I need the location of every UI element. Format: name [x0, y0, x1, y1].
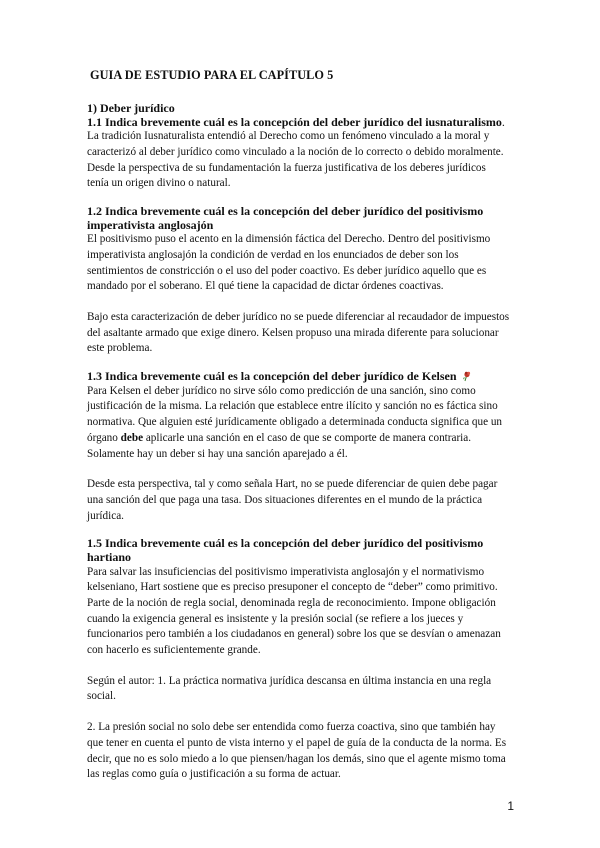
question-heading-1-1 — [87, 116, 510, 130]
question-heading-1-1-end: . — [501, 114, 505, 129]
document-title: GUIA DE ESTUDIO PARA EL CAPÍTULO 5 — [90, 68, 334, 82]
question-heading-1-2: 1.2 Indica brevemente cuál es la concepción del deber jurídico del positivismo imperativista anglosajón — [87, 204, 484, 232]
answer-1-5-paragraph-2: Según el autor: 1. La práctica normativa jurídica descansa en última instancia en una regla social. — [87, 674, 492, 703]
answer-1-5-paragraph-3: 2. La presión social no solo debe ser entendida como fuerza coactiva, sino que también hay que tener en cuenta el punto de vista interno y el papel de guía de la conducta de la norma. Es decir, que no es solo miedo a lo que piensen/hagan los demás, sino que el agente mismo toma las reglas como guía o justificación a su forma de actuar. — [87, 721, 507, 781]
answer-1-2-paragraph-2: Bajo esta caracterización de deber jurídico no se puede diferenciar al recaudador de impuestos del asaltante armado que exige dinero. Kelsen propuso una mirada diferente para solucionar este problema. — [87, 311, 510, 355]
answer-1-5-paragraph-1: Para salvar las insuficiencias del positivismo imperativista anglosajón y el normativismo kelseniano, Hart sostiene que es preciso presuponer el concepto de “deber” como primitivo. Parte de la noción de regla social, denominada regla de reconocimiento. Impone obligación cuando la exigencia general es insistente y la presión social (se refiere a los jueces y funcionarios pero también a los ciudadanos en general) sobre los que se desvían o amenazan con hacerlo es suficientemente grande. — [87, 565, 501, 657]
answer-1-3-text-b: aplicarle una sanción en el caso de que se comporte de manera contraria. Solamente hay un deber si hay una sanción aparejado a él. — [87, 431, 472, 460]
answer-1-1-paragraph: La tradición Iusnaturalista entendió al Derecho como un fenómeno vinculado a la moral y caracterizó al deber jurídico como vinculado a la noción de lo correcto o debido moralmente. Desde la perspectiva de su fundamentación la fuerza justificativa de los deberes jurídicos tenía un origen divino o natural. — [87, 130, 504, 190]
answer-1-3-paragraph-1 — [87, 384, 510, 463]
answer-1-3-emphasis-debe: debe — [120, 431, 144, 444]
flower-icon — [460, 370, 472, 382]
question-heading-1-3-text: 1.3 Indica brevemente cuál es la concepción del deber jurídico de Kelsen — [87, 369, 457, 384]
question-heading-1-1-text: 1.1 Indica brevemente cuál es la concepción del deber jurídico del iusnaturalismo — [87, 114, 502, 129]
answer-1-3-text-a: Para Kelsen el deber jurídico no sirve sólo como predicción de una sanción, sino como justificación de la misma. La relación que establece entre ilícito y sanción no es fáctica sino normativa. Que alguien esté jurídicamente obligado a determinada conducta significa que un órgano — [87, 384, 503, 444]
answer-1-3-paragraph-2: Desde esta perspectiva, tal y como señala Hart, no se puede diferenciar de quien debe pagar una sanción del que paga una tasa. Dos situaciones diferentes en el mundo de la práctica jurídica. — [87, 478, 498, 522]
question-heading-1-5: 1.5 Indica brevemente cuál es la concepción del deber jurídico del positivismo hartiano — [87, 536, 484, 564]
answer-1-2-paragraph-1: El positivismo puso el acento en la dimensión fáctica del Derecho. Dentro del positivismo imperativista anglosajón la condición de verdad en los enunciados de deber son los sentimientos de constricción o el uso del poder coactivo. Es deber jurídico aquello que es mandado por el soberano. El qué tiene la capacidad de dictar órdenes coactivas. — [87, 233, 491, 293]
section-heading-deber-juridico: 1) Deber jurídico — [87, 101, 175, 115]
question-heading-1-3 — [87, 370, 510, 384]
page-number: 1 — [507, 799, 514, 813]
